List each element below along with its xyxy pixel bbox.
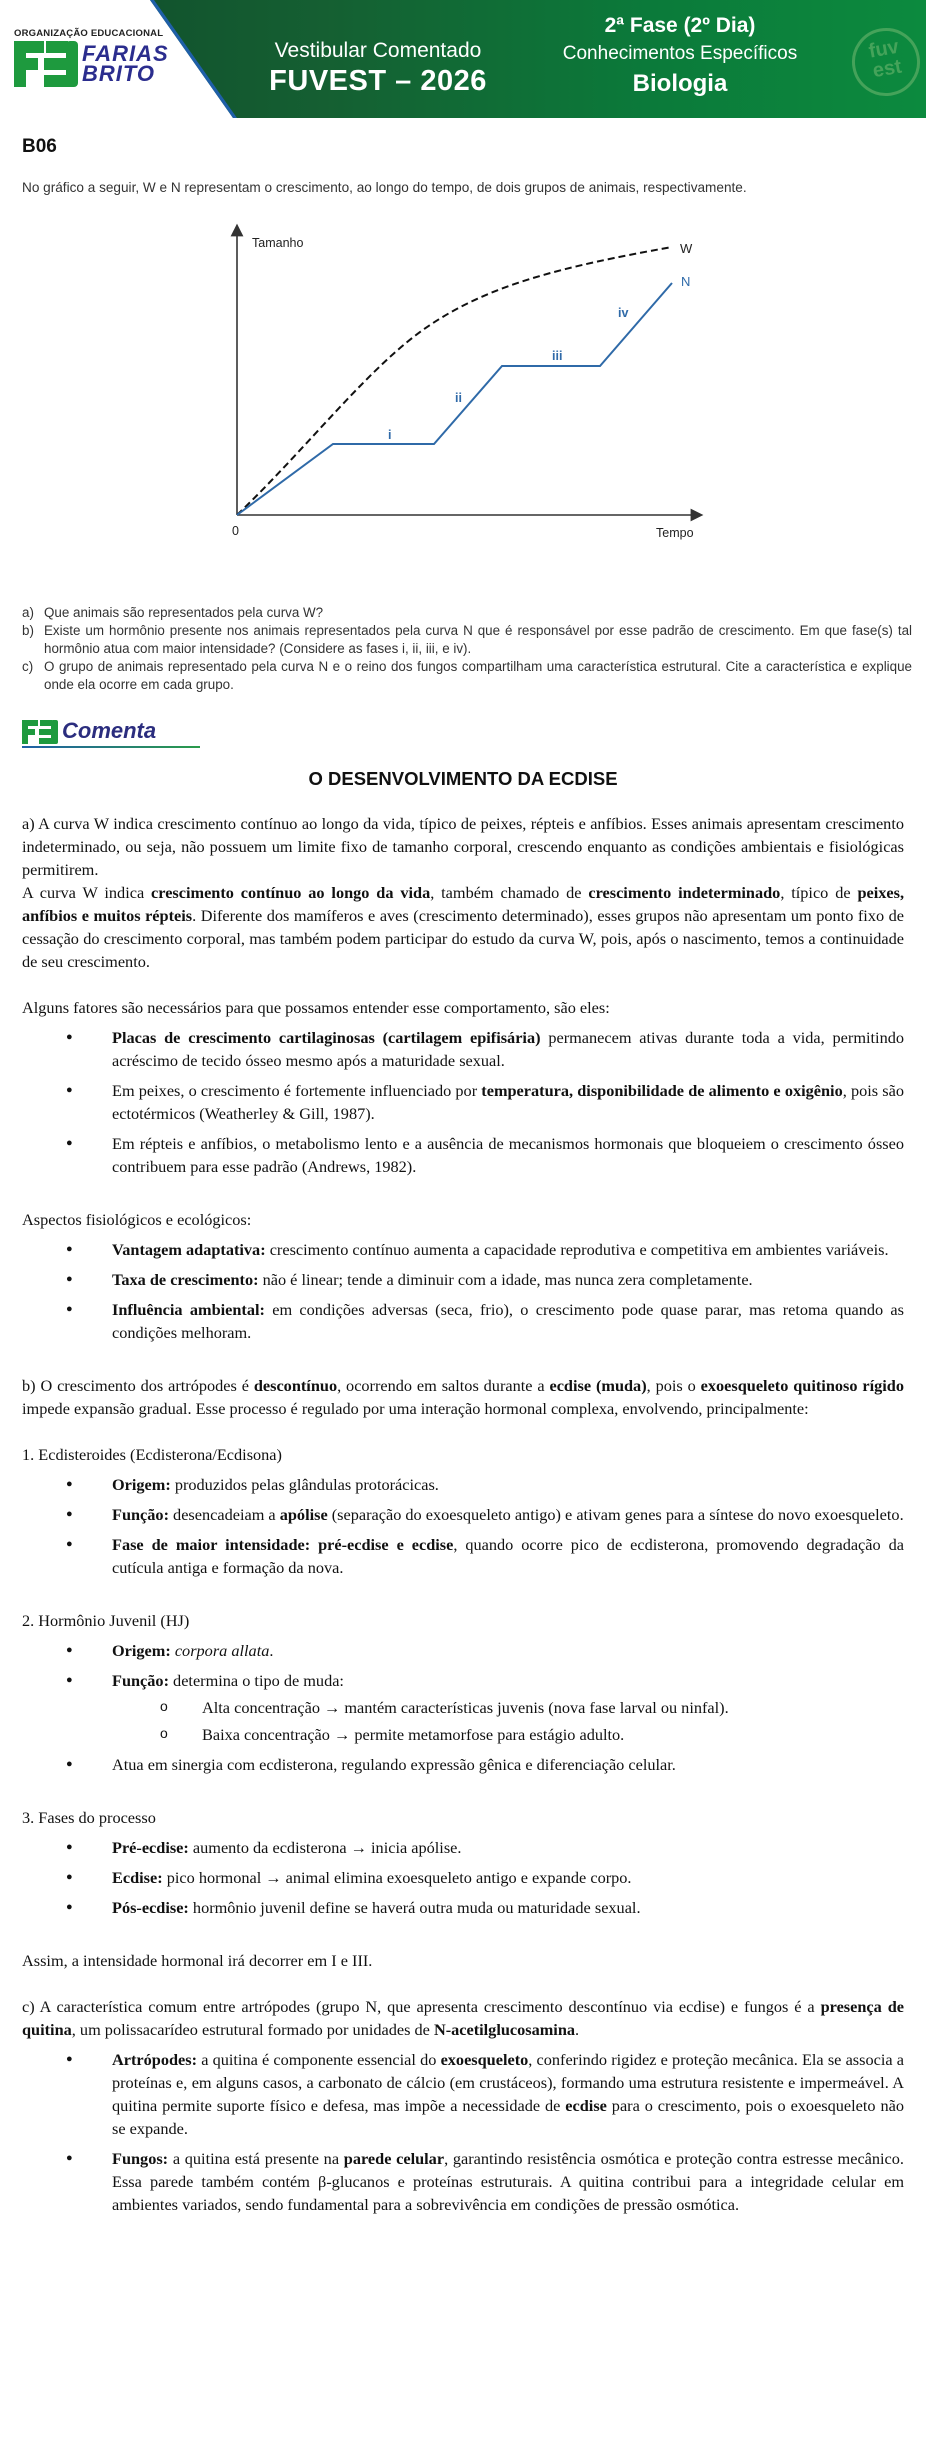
sub-list-item: o Baixa concentração → permite metamorfose para estágio adulto. bbox=[112, 1723, 904, 1746]
answer-a-paragraph-2: A curva W indica crescimento contínuo ao longo da vida, também chamado de crescimento indeterminado, típico de peixes, anfíbios e muitos répteis. Diferente dos mamíferos e aves (crescimento determinado), esses grupos não apresentam um ponto fixo de cessação do crescimento corporal, mas também podem participar do estudo da curva W, pois, após o nascimento, temos a continuidade de seu crescimento. bbox=[22, 883, 905, 971]
question-items bbox=[22, 604, 912, 694]
list-item: ● Pré-ecdise: aumento da ecdisterona → inicia apólise. bbox=[22, 1836, 904, 1859]
answer-c-list bbox=[22, 2048, 904, 2216]
list-item: ● Artrópodes: a quitina é componente essencial do exoesqueleto, conferindo rigidez e proteção mecânica. Ela se associa a proteínas e, em alguns casos, a carbonato de cálcio (em crustáceos), formando uma estrutura resistente e impermeável. A quitina permite suporte físico e defesa, mas impõe a necessidade de ecdise para o crescimento, pois o exoesqueleto não se expande. bbox=[22, 2048, 904, 2140]
logo-name-line2: BRITO bbox=[82, 61, 156, 86]
header-exam-title: FUVEST – 2026 bbox=[269, 65, 487, 97]
question-intro: No gráfico a seguir, W e N representam o crescimento, ao longo do tempo, de dois grupos de animais, respectivamente. bbox=[22, 180, 747, 195]
sub-list-item: o Alta concentração → mantém características juvenis (nova fase larval ou ninfal). bbox=[112, 1696, 904, 1719]
section-1-list bbox=[22, 1473, 904, 1579]
y-axis-label: Tamanho bbox=[252, 236, 304, 250]
question-item-c: c) O grupo de animais representado pela curva N e o reino dos fungos compartilham uma característica estrutural. Cite a característica e explique onde ela ocorre em cada grupo. bbox=[22, 659, 912, 692]
phase-label-iv: iv bbox=[618, 306, 629, 320]
section-3-title: 3. Fases do processo bbox=[22, 1808, 156, 1827]
list-item: ● Ecdise: pico hormonal → animal elimina exoesqueleto antigo e expande corpo. bbox=[22, 1866, 904, 1889]
section-2-list bbox=[22, 1639, 904, 1776]
header-knowledge: Conhecimentos Específicos bbox=[562, 43, 798, 64]
list-item: ● Influência ambiental: em condições adversas (seca, frio), o crescimento pode quase parar, mas retoma quando as condições melhoram. bbox=[22, 1298, 904, 1344]
list-item: ● Fase de maior intensidade: pré-ecdise e ecdise, quando ocorre pico de ecdisterona, promovendo degradação da cutícula antiga e formação da nova. bbox=[22, 1533, 904, 1579]
sub-list bbox=[112, 1696, 904, 1746]
list-item: ● Em répteis e anfíbios, o metabolismo lento e a ausência de mecanismos hormonais que bloqueiem o crescimento ósseo contribuem para esse padrão (Andrews, 1982). bbox=[22, 1132, 904, 1178]
list-item: ● Taxa de crescimento: não é linear; tende a diminuir com a idade, mas nunca zera completamente. bbox=[22, 1268, 904, 1291]
answer-title: O DESENVOLVIMENTO DA ECDISE bbox=[308, 768, 618, 789]
aspects-intro: Aspectos fisiológicos e ecológicos: bbox=[22, 1210, 252, 1229]
list-item: ● Pós-ecdise: hormônio juvenil define se haverá outra muda ou maturidade sexual. bbox=[22, 1896, 904, 1919]
answer-b-conclusion: Assim, a intensidade hormonal irá decorrer em I e III. bbox=[22, 1951, 373, 1970]
fb-monogram-small-icon bbox=[22, 720, 58, 744]
header-subject: Biologia bbox=[632, 70, 728, 97]
factors-intro: Alguns fatores são necessários para que possamos entender esse comportamento, são eles: bbox=[22, 998, 610, 1017]
phase-label-ii: ii bbox=[455, 391, 462, 405]
answer-body bbox=[22, 812, 904, 2223]
phase-label-iii: iii bbox=[552, 349, 563, 363]
logo-name-line1: FARIAS bbox=[82, 41, 169, 66]
answer-a-paragraph-1: a) A curva W indica crescimento contínuo ao longo da vida, típico de peixes, répteis e anfíbios. Esses animais apresentam crescimento indeterminado, ou seja, não possuem um limite fixo de tamanho corporal, crescendo enquanto as condições ambientais e fisiológicas permitirem. bbox=[22, 814, 904, 879]
header-exam-block bbox=[258, 38, 498, 98]
section-3-list bbox=[22, 1836, 904, 1919]
x-axis-label: Tempo bbox=[656, 526, 694, 540]
fuvest-seal-icon: fuv est bbox=[847, 23, 926, 102]
logo-org-text: ORGANIZAÇÃO EDUCACIONAL bbox=[14, 28, 164, 39]
list-item: ● Em peixes, o crescimento é fortemente influenciado por temperatura, disponibilidade de alimento e oxigênio, pois são ectotérmicos (Weatherley & Gill, 1987). bbox=[22, 1079, 904, 1125]
list-item: ● Origem: corpora allata. bbox=[22, 1639, 904, 1662]
fb-monogram-icon bbox=[14, 41, 78, 87]
list-item: ● Função: determina o tipo de muda: o Alta concentração → mantém características juvenis (nova fase larval ou ninfal). o Baixa concentração → permite metamorfose para estágio adulto. bbox=[22, 1669, 904, 1746]
answer-b-paragraph: b) O crescimento dos artrópodes é descontínuo, ocorrendo em saltos durante a ecdise (muda), pois o exoesqueleto quitinoso rígido impede expansão gradual. Esse processo é regulado por uma interação hormonal complexa, envolvendo, principalmente: bbox=[22, 1376, 904, 1418]
header-phase-block bbox=[540, 12, 820, 100]
header-subtitle: Vestibular Comentado bbox=[274, 39, 482, 62]
farias-brito-logo bbox=[14, 28, 174, 87]
section-1-title: 1. Ecdisteroides (Ecdisterona/Ecdisona) bbox=[22, 1445, 282, 1464]
list-item: ● Atua em sinergia com ecdisterona, regulando expressão gênica e diferenciação celular. bbox=[22, 1753, 904, 1776]
aspects-list bbox=[22, 1238, 904, 1344]
list-item: ● Vantagem adaptativa: crescimento contínuo aumenta a capacidade reprodutiva e competitiva em ambientes variáveis. bbox=[22, 1238, 904, 1261]
fb-comenta-logo bbox=[22, 718, 200, 748]
list-item: ● Placas de crescimento cartilaginosas (cartilagem epifisária) permanecem ativas durante toda a vida, permitindo acréscimo de tecido ósseo mesmo após a maturidade sexual. bbox=[22, 1026, 904, 1072]
growth-chart bbox=[200, 215, 720, 555]
curve-w bbox=[237, 247, 672, 515]
series-label-w: W bbox=[680, 241, 693, 256]
list-item: ● Função: desencadeiam a apólise (separação do exoesqueleto antigo) e ativam genes para a síntese do novo exoesqueleto. bbox=[22, 1503, 904, 1526]
comenta-underline bbox=[22, 746, 200, 748]
comenta-label: Comenta bbox=[62, 718, 157, 743]
question-item-a: a) Que animais são representados pela curva W? bbox=[22, 605, 324, 620]
phase-label-i: i bbox=[388, 428, 392, 442]
origin-label: 0 bbox=[232, 524, 239, 538]
question-item-b: b) Existe um hormônio presente nos animais representados pela curva N que é responsável por esse padrão de crescimento. Em que fase(s) tal hormônio atua com maior intensidade? (Considere as fases i, ii, iii, e iv). bbox=[22, 623, 912, 656]
list-item: ● Origem: produzidos pelas glândulas protorácicas. bbox=[22, 1473, 904, 1496]
header-phase: 2ª Fase (2º Dia) bbox=[604, 14, 756, 37]
answer-c-paragraph: c) A característica comum entre artrópodes (grupo N, que apresenta crescimento descontínuo via ecdise) e fungos é a presença de quitina, um polissacarídeo estrutural formado por unidades de N-acetilglucosamina. bbox=[22, 1997, 904, 2039]
series-label-n: N bbox=[681, 274, 691, 289]
section-2-title: 2. Hormônio Juvenil (HJ) bbox=[22, 1611, 190, 1630]
list-item: ● Fungos: a quitina está presente na parede celular, garantindo resistência osmótica e proteção contra estresse mecânico. Essa parede também contém β-glucanos e proteínas estruturais. A quitina contribui para a integridade celular em ambientes variados, sendo fundamental para a sobrevivência em condições de pressão osmótica. bbox=[22, 2147, 904, 2216]
page-header bbox=[0, 0, 926, 118]
question-id: B06 bbox=[22, 136, 57, 157]
factors-list bbox=[22, 1026, 904, 1178]
